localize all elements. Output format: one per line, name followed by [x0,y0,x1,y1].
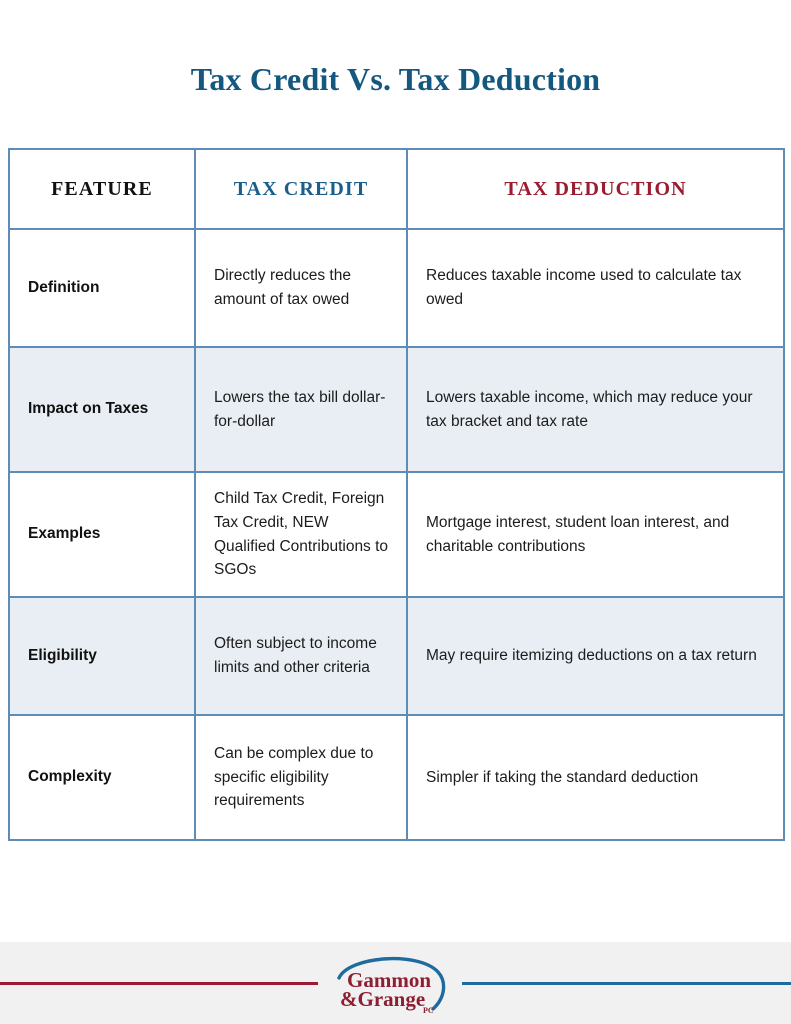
logo-line2: &Grange [340,987,426,1011]
footer-rule-right [462,982,791,985]
table-body [9,229,784,840]
column-header-tax-credit: TAX CREDIT [195,149,407,229]
cell-feature: Impact on Taxes [9,347,195,472]
table-row [9,472,784,597]
cell-feature: Complexity [9,715,195,840]
cell-feature: Definition [9,229,195,347]
cell-tax-deduction: Reduces taxable income used to calculate tax owed [407,229,784,347]
column-header-feature: FEATURE [9,149,195,229]
table-header-row [9,149,784,229]
cell-tax-deduction: Lowers taxable income, which may reduce your tax bracket and tax rate [407,347,784,472]
table-row [9,347,784,472]
cell-tax-deduction: Mortgage interest, student loan interest, and charitable contributions [407,472,784,597]
gammon-and-grange-logo [335,952,457,1018]
cell-tax-credit: Can be complex due to specific eligibility requirements [195,715,407,840]
cell-tax-credit: Directly reduces the amount of tax owed [195,229,407,347]
table-row [9,597,784,715]
table-header [9,149,784,229]
table-row [9,229,784,347]
logo-svg [335,952,457,1018]
logo-line1: Gammon [347,968,431,992]
column-header-tax-deduction: TAX DEDUCTION [407,149,784,229]
cell-tax-credit: Child Tax Credit, Foreign Tax Credit, NEW Qualified Contributions to SGOs [195,472,407,597]
cell-feature: Examples [9,472,195,597]
cell-tax-deduction: May require itemizing deductions on a tax return [407,597,784,715]
table-row [9,715,784,840]
cell-tax-credit: Lowers the tax bill dollar-for-dollar [195,347,407,472]
tax-comparison-table [8,148,785,841]
logo-suffix: PC [423,1006,434,1015]
cell-tax-deduction: Simpler if taking the standard deduction [407,715,784,840]
cell-feature: Eligibility [9,597,195,715]
cell-tax-credit: Often subject to income limits and other criteria [195,597,407,715]
page-title: Tax Credit Vs. Tax Deduction [190,61,601,97]
footer-rule-left [0,982,318,985]
